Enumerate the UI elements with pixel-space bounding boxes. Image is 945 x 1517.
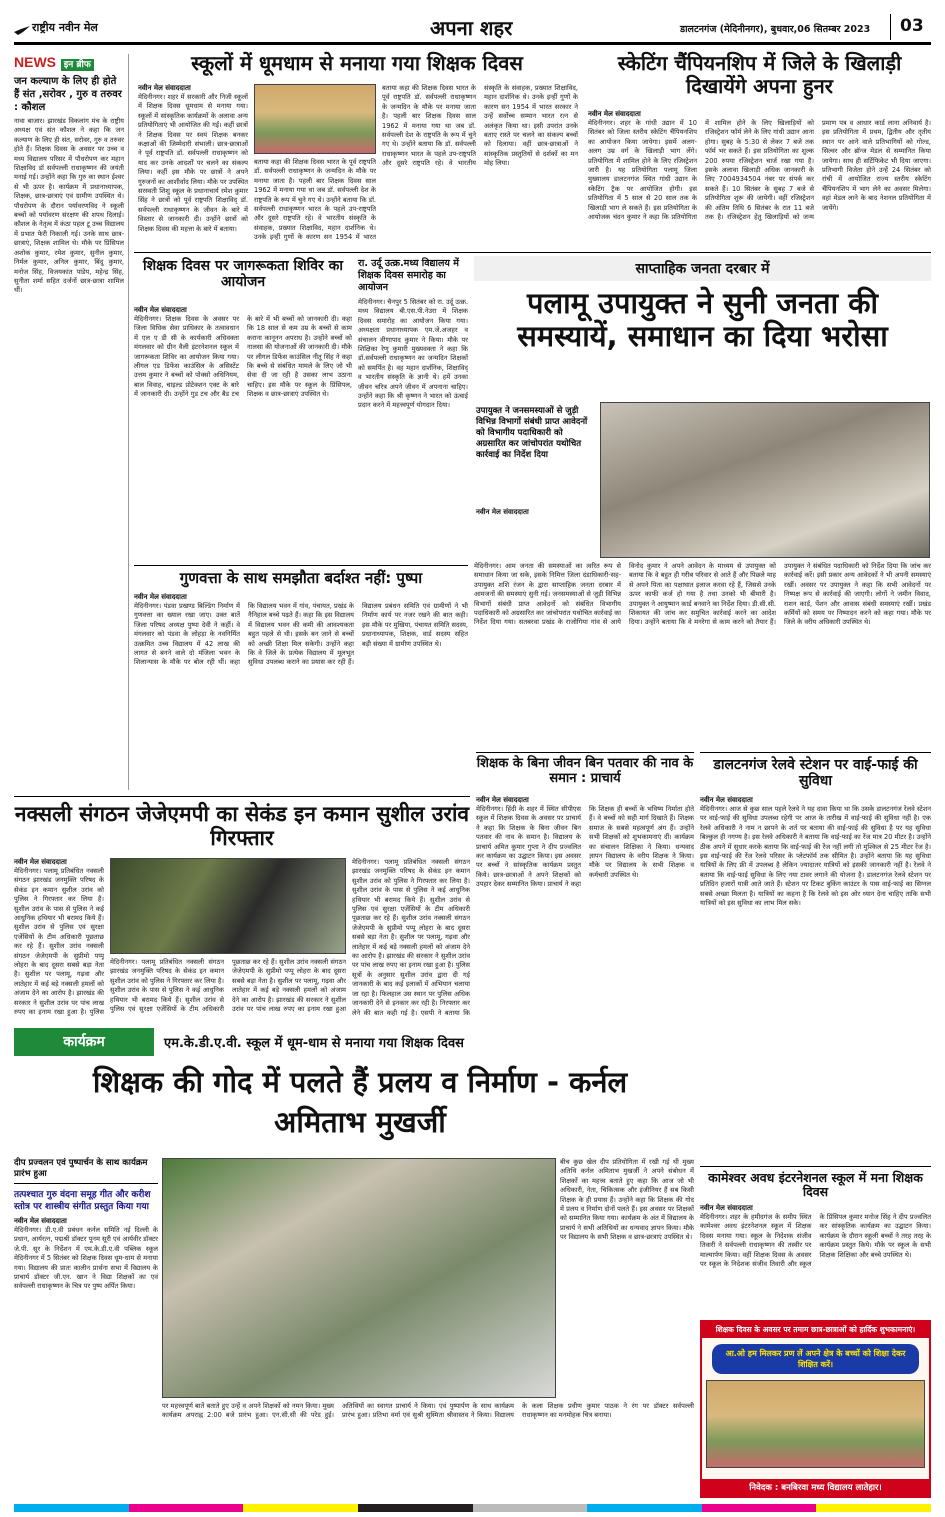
bird-logo-icon <box>14 21 30 31</box>
ad-photo <box>706 1380 925 1468</box>
color-swatch-magenta <box>129 1504 244 1512</box>
janta-darbar-body: मेदिनीनगर। आम जनता की समस्याओं का त्वरित रूप से समाधान किया जा सके, इसके निमित्त जिला दंडाधिकारी-सह- उपायुक्त शशि रंजन के द्वारा साप्ताहिक जनता दरबार में आमजनों की समस्याएं सुनी गई। जनसमस्याओं से जुड़ी विभिन्न विभागों संबंधी प्राप्त आवेदनों को संबंधित विभागीय पदाधिकारी को अग्रसारित कर जांचोपरांत यथोचित कार्रवाई का निर्देश दिया गया। सतबरवा प्रखंड के राजोगिया गांव से आये विनोद कुमार ने अपने आवेदन के माध्यम से उपायुक्त को बताया कि वे बहुत ही गरीब परिवार से आते हैं और पिछले माह से अपने पिता का पक्षाघात इलाज करवा रहे हैं, जिससे उनके ऊपर काफी कर्ज हो गया है तथा उनको भी बीमारी है। उपायुक्त ने आयुष्मान कार्ड बनवाने का निर्देश दिया। डी.सी.सी. शिकायत की जांच कर समुचित कार्रवाई करने का आदेश दिया। उन्होंने बताया कि वे मनरेगा से काम करने को तैयार हैं। उपायुक्त ने संबंधित पदाधिकारी को निर्देश दिया कि जांच कर कार्रवाई करें। इसी प्रकार अन्य आवेदकों ने भी अपनी समस्याएं रखीं। अवसर पर उपायुक्त ने कहा कि सभी आवेदनों पर निष्पक्ष रूप से कार्रवाई की जाएगी। लोगों ने जमीन विवाद, राशन कार्ड, पेंशन और आवास संबंधी समस्याएं रखीं। प्रखंड कर्मियों को समय पर निष्पादन करने को कहा गया। मौके पर जिले के वरीय अधिकारी उपस्थित थे। <box>474 562 931 627</box>
railway-body: मेदिनीनगर। आज से कुछ साल पहले रेलवे ने यह दावा किया था कि उसके डालटनगंज रेलवे स्टेशन पर वाई-फाई की सुविधा उपलब्ध रहेगी पर आज के तारीख में वाई-फाई की सुविधा नहीं है। एक रेलवे अधिकारी ने नाम न छापने के शर्त पर बताया की वाई-फाई की सुविधा है पर यह सुविधा बिल्कुल ही नगण्य है। इस रेलवे अधिकारी ने बताया कि वाई-फाई का रेंज मात्र 20 मीटर है। उन्होंने ठीक अपने में सुधार करके बताया कि वाई-फाई की रेंज नहीं लगी तो मुश्किल से 25 मीटर रेंज है। इस वाई-फाई की रेंज रेलवे परिसर के प्लेटफॉर्म तक सीमित है। उन्होंने बताया कि यह सुविधा यात्रियों के लिए फ्री में उपलब्ध है लेकिन ज्यादातर यात्रियों को इसकी जानकारी नहीं है। रेलवे ने बताया कि वाई-फाई सुविधा के लिए नया टावर लगाने की योजना है। डालटनगंज रेलवे स्टेशन पर प्रतिदिन हजारों यात्री आते जाते हैं। स्टेशन पर टिकट बुकिंग काउंटर के पास वाई-फाई का सिग्नल सबसे अच्छा मिलता है। यात्रियों का कहना है कि रेलवे को इस ओर ध्यान देना चाहिए ताकि सभी यात्रियों को इस सुविधा का लाभ मिल सके। <box>700 805 931 908</box>
article-teachers-day <box>134 52 580 247</box>
teachers-day-photo <box>254 84 376 154</box>
quality-headline: गुणवत्ता के साथ समझौता बर्दाश्त नहीं: पुष्पा <box>134 565 468 587</box>
section-divider-2 <box>14 796 470 797</box>
color-swatch-black <box>358 1504 473 1512</box>
masthead-rule <box>14 42 931 45</box>
legal-camp-byline: नवीन मेल संवाददाता <box>134 306 187 314</box>
urdu-school-body: मेदिनीनगर। चैनपुर 5 सितंबर को रा. उर्दू उत्क्र. मध्य विद्यालय बी.एस.पी.नेउरा में शिक्षक दिवस समारोह का आयोजन किया गया। अध्यक्षता प्रधानाध्यापक एम.जे.अजहर व संचालन वीणापाद कुमार ने किया। मौके पर शिक्षिका रेणु कुमारी मुख्यवक्ता ने कहा कि डॉ.सर्वपल्ली राधाकृष्णन का जन्मदिन शिक्षकों को समर्पित है। वह महान दार्शनिक, शिक्षाविद् व भारतीय संस्कृति के ज्ञानी थे। हमें उनका जीवन चरित्र अपने जीवन में अपनाना चाहिए। उन्होंने कहा कि श्री कृष्णन ने भारत को ऊंचाई प्रदान करने में महत्त्वपूर्ण योगदान दिया। <box>358 298 468 410</box>
kameshwar-byline: नवीन मेल संवाददाता <box>700 1204 753 1212</box>
kameshwar-headline: कामेश्वर अवध इंटरनेशनल स्कूल में मना शिक्षक दिवस <box>700 1166 931 1200</box>
quality-body: मेदिनीनगर। पंडवा प्रखण्ड बिल्डिंग निर्माण में गुणवत्ता का ख्याल रखा जाए। उक्त बातें जिला परिषद अध्यक्ष पुष्पा देवी ने कहीं। वे मंगलवार को पंडवा के लोहड़ा के नवनिर्मित उत्क्रमित उच्च विद्यालय में 42 लाख की लागत से बनने वाले दो मंजिला भवन के शिलान्यास के मौके पर बोल रही थीं। कहा कि विद्यालय भवन में गांव, पंचायत, प्रखंड के नैनिहाल बच्चे पढ़ते हैं। कहा कि इस विद्यालय में विद्यालय भवन की कमी की आवश्यकता बहुत पहले से थी। इसके बन जाने से बच्चों को अच्छी शिक्षा मिल सकेगी। उन्होंने कहा कि वे जिले के प्रत्येक विद्यालय में मूलभूत सुविधा उपलब्ध कराने का प्रयास कर रही हैं। विद्यालय प्रबंधन समिति एवं ग्रामीणों ने भी निर्माण कार्य पर नजर रखने की बात कही। इस मौके पर मुखिया, पंचायत समिति सदस्य, प्रधानाध्यापक, शिक्षक, वार्ड सदस्य सहित बड़ी संख्या में ग्रामीण उपस्थित थे। <box>134 602 468 667</box>
news-label: NEWS <box>14 54 56 70</box>
education-byline: नवीन मेल संवाददाता <box>476 796 529 804</box>
article-naxal <box>14 802 470 1020</box>
article-legal-camp <box>134 258 352 558</box>
naxal-body-b: मेदिनीनगर। पलामू प्रतिबंधित नक्सली संगठन झारखंड जनमुक्ति परिषद के सेकंड इन कमान सुशील उरांव को पुलिस ने गिरफ्तार कर लिया है। सुशील उरांव के पास से पुलिस ने कई आधुनिक हथियार भी बरामद किये हैं। सुशील उरांव से पुलिस एवं सुरक्षा एजेंसियों के टीम अधिकारी पूछताछ कर रहे हैं। सुशील उरांव नक्सली संगठन जेजेएमपी के सुप्रीमो पप्पू लोहरा के बाद दूसरा सबसे बड़ा नेता है। सुशील पर पलामू, गढ़वा और लातेहार में कई बड़े नक्सली हमलों को अंजाम देने का आरोप है। झारखंड की सरकार ने सुशील उरांव पर पांच लाख रुपए का इनाम रखा हुआ <box>110 958 346 1014</box>
education-headline: शिक्षक के बिना जीवन बिन पतवार की नाव के समान : प्राचार्य <box>476 752 694 787</box>
teachers-day-body-a: मेदिनीनगर। शहर में सरकारी और निजी स्कूलों में शिक्षक दिवस धूमधाम से मनाया गया। स्कूलों में सांस्कृतिक कार्यक्रमों के अलावा अन्य प्रतियोगिताएं भी आयोजित की गईं। कहीं छात्रों ने शिक्षक दिवस पर स्वयं शिक्षक बनकर कक्षाओं की जिम्मेदारी संभाली। छात्र-छात्राओं ने पूर्व राष्ट्रपति डॉ. सर्वपल्ली राधाकृष्णन को याद कर उनके आदर्शों पर चलने का संकल्प लिया। कहीं इस मौके पर छात्रों ने अपने गुरुजनों का आशीर्वाद लिया। मौके पर उपस्थित सरस्वती शिशु स्कूल के प्रधानाचार्य रमेश कुमार सिंह ने छात्रों को पूर्व राष्ट्रपति शिक्षाविद् डॉ. सर्वपल्ली राधाकृष्णन के जीवन के बारे में विस्तार से जानकारी दी। उन्होंने छात्रों को शिक्षक दिवस की महत्ता के बारे में बताया। <box>138 93 248 233</box>
karyakram-side-head-1: दीप प्रज्वलन एवं पुष्पार्चन के साथ कार्यक्रम प्रारंभ हुआ <box>14 1158 158 1184</box>
article-railway <box>700 752 931 1162</box>
news-brief-body: नावा बाजार। झारखंड विकलांग मंच के राष्ट्रीय अध्यक्ष एवं संत कौशल ने कहा कि जन कल्याण के लिए ही संत, सरोवर, गुरु व तरुवर होते हैं। शिक्षक दिवस के अवसर पर उच्च व मध्य विद्यालय परिसर में पौधरोपण कर महान शिक्षाविद डॉ सर्वपल्ली राधाकृष्णन की जयंती मनाई गई। उन्होंने कहा कि गुरु का स्थान ईश्वर से भी ऊपर है। कार्यक्रम में प्रधानाध्यापक, शिक्षक, छात्र-छात्राएं एवं ग्रामीण उपस्थित थे। पौधरोपण के दौरान पर्यावरणविद ने स्कूली बच्चों को पर्यावरण संरक्षण की शपथ दिलाई। कौशल के नेतृत्व में कंठा पहल टू उच्च विद्यालय में प्रभात फेरी निकाली गई। उनके साथ छात्र-छात्राएं, शिक्षक शामिल थे। मौके पर प्रिंसिपल अशोक कुमार, रमेश कुमार, सुनील कुमार, निर्मल कुमार, अनिल कुमार, बिंदु कुमार, मनोज सिंह, विजयकांत पांडेय, महेन्द्र सिंह, सुनीता शर्मा सहित दर्जनों छात्र-छात्रा शामिल थीं। <box>14 117 124 295</box>
ad-top-banner: शिक्षक दिवस के अवसर पर तमाम छात्र-छात्राओं को हार्दिक शुभकामनाएं। <box>702 1322 929 1338</box>
legal-camp-body: मेदिनीनगर। शिक्षक दिवस के अवसर पर जिला विधिक सेवा प्राधिकार के तत्वावधान में एल ए डी सी के कार्यकारी अधिवक्ता मंगलवार को ग्रीन वैली इंटरनेशनल स्कूल में जागरूकता शिविर का आयोजन किया गया। लीगल एड डिफेंस काउंसिल के असिस्टेंट उत्तम कुमार ने बच्चों को पोक्सो अधिनियम, बाल विवाह, चाइल्ड प्रोटेक्शन एक्ट के बारे में जानकारी दी। उन्होंने गुड टच और बैड टच के बारे में भी बच्चों को जानकारी दी। कहा कि 18 साल से कम उम्र के बच्चों से काम कराना कानूनन अपराध है। उन्होंने बच्चों को नालसा की योजनाओं की जानकारी दी। मौके पर लीगल डिफेंस काउंसिल नीतू सिंह ने कहा कि बच्चे से संबंधित मामले के लिए जो भी सेवा दी जा रही है उसका लाभ उठाना चाहिए। इस मौके पर स्कूल के प्रिंसिपल, शिक्षक व छात्र-छात्राएं उपस्थित थे। <box>134 315 352 399</box>
education-body: मेदिनीनगर। हिंदी के शहर में स्थित सीपीएस स्कूल में शिक्षक दिवस के अवसर पर प्राचार्य ने कहा कि शिक्षक के बिना जीवन बिन पतवार की नाव के समान है। विद्यालय के प्राचार्य अमित कुमार गुप्ता ने दीप प्रज्वलित कर कार्यक्रम का उद्घाटन किया। इस अवसर पर बच्चों ने सांस्कृतिक कार्यक्रम प्रस्तुत किये। छात्र-छात्राओं ने अपने शिक्षकों को उपहार देकर सम्मानित किया। प्राचार्य ने कहा कि शिक्षक ही बच्चों के भविष्य निर्माता होते हैं। वे बच्चों को सही मार्ग दिखाते हैं। शिक्षक समाज के सबसे महत्वपूर्ण अंग हैं। उन्होंने सभी शिक्षकों को शुभकामनाएं दीं। कार्यक्रम का संचालन शिक्षिका ने किया। धन्यवाद ज्ञापन विद्यालय के वरीय शिक्षक ने किया। मौके पर विद्यालय के सभी शिक्षक व कर्मचारी उपस्थित थे। <box>476 805 694 889</box>
teachers-day-headline: स्कूलों में धूमधाम से मनाया गया शिक्षक दिवस <box>191 51 523 75</box>
naxal-body-a: मेदिनीनगर। पलामू प्रतिबंधित नक्सली संगठन झारखंड जनमुक्ति परिषद के सेकंड इन कमान सुशील उरांव को पुलिस ने गिरफ्तार कर लिया है। सुशील उरांव के पास से पुलिस ने कई आधुनिक हथियार भी बरामद किये हैं। सुशील उरांव से पुलिस एवं सुरक्षा एजेंसियों के टीम अधिकारी पूछताछ कर रहे हैं। सुशील उरांव नक्सली संगठन जेजेएमपी के सुप्रीमो पप्पू लोहरा के बाद दूसरा सबसे बड़ा नेता है। सुशील पर पलामू, गढ़वा और लातेहार में कई बड़े नक्सली हमलों को अंजाम देने का आरोप है। झारखंड की सरकार ने सुशील उरांव पर पांच लाख रुपए का इनाम रखा हुआ है। पुलिस <box>14 867 104 1017</box>
karyakram-side <box>14 1158 158 1498</box>
legal-camp-headline: शिक्षक दिवस पर जागरूकता शिविर का आयोजन <box>142 258 344 291</box>
janta-darbar-kicker: साप्ताहिक जनता दरबार में <box>474 256 931 281</box>
skating-headline: स्केटिंग चैंपियनशिप में जिले के खिलाड़ी दिखायेंगे अपना हुनर <box>617 51 902 98</box>
color-registration-bar <box>14 1504 931 1512</box>
ad-box <box>700 1320 931 1498</box>
quality-byline: नवीन मेल संवाददाता <box>134 593 187 601</box>
news-brief-label <box>14 54 124 71</box>
teachers-day-byline: नवीन मेल संवाददाता <box>138 84 191 92</box>
railway-headline: डालटनगंज रेलवे स्टेशन पर वाई-फाई की सुविधा <box>700 752 931 789</box>
janta-darbar-photo <box>600 402 930 558</box>
ad-middle-banner: आ.ओ हम मिलकर प्रण लें अपने क्षेत्र के बच्चों को शिक्षा देकर शिक्षित करें। <box>712 1344 919 1374</box>
ad-bottom-banner: निवेदक : बनबिरवा मध्य विद्यालय लातेहार। <box>702 1479 929 1496</box>
dateline: डालटनगंज (मेदिनीनगर), बुधवार,06 सितम्बर 2023 <box>680 24 871 35</box>
brief-label: इन ब्रीफ <box>61 59 94 71</box>
paper-name: राष्ट्रीय नवीन मेल <box>32 21 98 34</box>
karyakram-headline: शिक्षक की गोद में पलते हैं प्रलय व निर्माण - कर्नल अमिताभ मुखर्जी <box>92 1065 628 1139</box>
skating-body: मेदिनीनगर। शहर के गांधी उद्यान में 10 सितंबर को जिला स्तरीय स्केटिंग चैंपियनशिप का आयोजन किया जायेगा। इसमें अलग-अलग उम्र वर्ग के खिलाड़ी भाग लेंगे। प्रतियोगिता में शामिल होने के लिए रजिस्ट्रेशन जारी है। यह प्रतियोगिता पलामू जिला मुख्यालय डालटनगंज स्थित गांधी उद्यान के स्केटिंग ट्रैक पर आयोजित होगी। इस प्रतियोगिता में 5 साल से 20 साल तक के खिलाड़ी भाग ले सकते हैं। इस प्रतियोगिता के आयोजक चंदन कुमार ने कहा कि प्रतियोगिता में शामिल होने के लिए खिलाड़ियों को रजिस्ट्रेशन फॉर्म लेने के लिए गांधी उद्यान आना होगा। सुबह के 5:30 से लेकर 7 बजे तक फॉर्म भर सकते हैं। इस प्रतियोगिता का शुल्क 200 रुपया रजिस्ट्रेशन चार्ज रखा गया है। इसके अलावा खिलाड़ी अधिक जानकारी के लिए 7004934504 नंबर पर संपर्क कर सकते हैं। 10 सितंबर के सुबह 7 बजे से प्रतियोगिता शुरू की जायेगी। वहीं रजिस्ट्रेशन की अंतिम तिथि 6 सितंबर के रात 11 बजे तक है। रजिस्ट्रेशन हेतु खिलाड़ियों को जन्म प्रमाण पत्र व आधार कार्ड लाना अनिवार्य है। इस प्रतियोगिता में प्रथम, द्वितीय और तृतीय स्थान पर आने वाले प्रतिभागियों को गोल्ड, सिल्वर और ब्रॉन्ज मेडल से सम्मानित किया जायेगा। साथ ही सर्टिफिकेट भी दिया जाएगा। प्रतिभागी विजेता होने उन्हें 24 सितंबर को रांची में आयोजित राज्य स्तरीय स्केटिंग चैंपियनशिप में भाग लेने का अवसर मिलेगा। वहां मेडल लाने के बाद नेशनल प्रतियोगिता में जायेंगे। <box>588 119 931 222</box>
karyakram-kicker: एम.के.डी.ए.वी. स्कूल में धूम-धाम से मनाया गया शिक्षक दिवस <box>164 1036 464 1051</box>
color-swatch-grey <box>473 1504 588 1512</box>
kameshwar-body: मेदिनीनगर। शहर के हमीदगंज के समीप स्थित कामेश्वर अवध इंटरनेशनल स्कूल में शिक्षक दिवस मनाया गया। स्कूल के निदेशक संजीव तिवारी ने सर्वपल्ली राधाकृष्णन की तस्वीर पर माल्यार्पण किया। वहीं शिक्षक दिवस के अवसर पर स्कूल के निदेशक संजीव तिवारी और स्कूल के प्रिंसिपल कुमार मनोज सिंह ने दीप प्रज्वलित कर सांस्कृतिक कार्यक्रम का उद्घाटन किया। कार्यक्रम के दौरान स्कूली बच्चों ने तरह तरह के कार्यक्रम प्रस्तुत किये। मौके पर स्कूल के सभी शिक्षक शिक्षिका और बच्चे उपस्थित थे। <box>700 1213 931 1269</box>
color-swatch-yellow-2 <box>816 1504 931 1512</box>
section-title: अपना शहर <box>430 16 513 40</box>
teachers-day-body-c: बताया कहा की शिक्षक दिवस भारत के पूर्व राष्ट्रपति डॉ. सर्वपल्ली राधाकृष्णन के जन्मदिन के मौके पर मनाया जाता है। पहली बार शिक्षक दिवस साल 1962 में मनाया गया था जब डॉ. सर्वपल्ली देश के राष्ट्रपति के रूप में चुने गए थे। उन्होंने बताया कि डॉ. सर्वपल्ली राधाकृष्णन भारत के पहले उप-राष्ट्रपति और दूसरे राष्ट्रपति रहे। वे भारतीय संस्कृति के संवाहक, प्रख्यात शिक्षाविद, महान दार्शनिक थे। उनके इन्हीं गुणों के कारण सन 1954 में भारत सरकार ने उन्हें सर्वोच्च सम्मान भारत रत्न से अलंकृत किया था। इसी उपरांत उनके बताए रास्ते पर चलने का संकल्प बच्चों को दिलाया। वहीं छात्र-छात्राओं ने सांस्कृतिक प्रस्तुतियों से दर्शकों का मन मोह लिया। <box>382 84 578 168</box>
article-education <box>476 752 694 1020</box>
color-swatch-cyan-2 <box>587 1504 702 1512</box>
karyakram-body-right: बीच कुछ खेल दीप प्रतियोगिता में रखी गई थी मुख्य अतिथि कर्नल अमिताभ मुखर्जी ने अपने संबोधन में शिक्षकों का महत्त्व बताते हुए कहा कि आज जो भी अधिकारी, नेता, चिकित्सक और इंजीनियर हैं सब किसी शिक्षक के ही प्रयास हैं। उन्होंने कहा कि शिक्षक की गोद में प्रलय व निर्माण दोनों पलते हैं। इस अवसर पर शिक्षकों को सम्मानित किया गया। कार्यक्रम के अंत में विद्यालय के प्राचार्य ने सभी अतिथियों का धन्यवाद ज्ञापन किया। मौके पर विद्यालय के सभी शिक्षक व छात्र-छात्राएं उपस्थित थे। <box>560 1158 694 1242</box>
masthead-divider <box>890 14 891 40</box>
article-kameshwar <box>700 1166 931 1316</box>
karyakram-photo <box>162 1158 556 1398</box>
teachers-day-body-b: बताया कहा की शिक्षक दिवस भारत के पूर्व राष्ट्रपति डॉ. सर्वपल्ली राधाकृष्णन के जन्मदिन के मौके पर मनाया जाता है। पहली बार शिक्षक दिवस साल 1962 में मनाया गया था जब डॉ. सर्वपल्ली देश के राष्ट्रपति के रूप में चुने गए थे। उन्होंने बताया कि डॉ. सर्वपल्ली राधाकृष्णन भारत के पहले उप-राष्ट्रपति और दूसरे राष्ट्रपति रहे। वे भारतीय संस्कृति के संवाहक, प्रख्यात शिक्षाविद, महान दार्शनिक थे। उनके इन्हीं गुणों के कारण सन 1954 में भारत <box>254 158 376 242</box>
article-janta-darbar <box>474 256 931 746</box>
karyakram-side-head-2: तत्पश्चात गुरु वंदना समूह गीत और करीश स्तोत्र पर शास्त्रीय संगीत प्रस्तुत किया गया <box>14 1190 151 1212</box>
article-quality <box>134 565 468 793</box>
urdu-school-headline: रा. उर्दू उत्क्र.मध्य विद्यालय में शिक्षक दिवस समारोह का आयोजन <box>358 258 459 293</box>
page-number: 03 <box>900 16 924 36</box>
janta-darbar-headline: पलामू उपायुक्त ने सुनी जनता की समस्यायें, समाधान का दिया भरोसा <box>517 286 888 354</box>
naxal-photo <box>110 858 346 954</box>
color-swatch-magenta-2 <box>702 1504 817 1512</box>
karyakram-byline: नवीन मेल संवाददाता <box>14 1217 67 1225</box>
section-divider-1 <box>134 252 931 253</box>
karyakram-body-bottom: पर महत्त्वपूर्ण बातें बताते हुए उन्हें व अपने शिक्षकों को नमन किया। मुख्य कार्यक्रम अपराह्न 2:00 बजे प्रारंभ हुआ। एन.सी.सी की परेड हुई। अतिथियों का स्वागत प्राचार्य ने किया। एवं पुष्पार्पण के साथ कार्यक्रम प्रारंभ हुआ। प्रतिभा वर्मा एवं सुश्री सुस्मिता श्रीवास्तव ने किया। विद्यालय के कला शिक्षक प्रवीण कुमार पाठक ने रंग पर डॉक्टर सर्वपल्ली राधाकृष्णन का मनमोहक चित्र बनाया। <box>162 1402 694 1420</box>
color-swatch-cyan <box>14 1504 129 1512</box>
karyakram-body-left: मेदिनीनगर। डी.ए.वी प्रबंधन कर्नल समिति नई दिल्ली के प्रधान, आर्यरत्न, पद्मश्री डॉक्टर पूनम सूरी एवं आर्यवीर डॉक्टर जे.पी. सूर के निर्देशन में एम.के.डी.ए.वी पब्लिक स्कूल मेदिनीनगर में 5 सितंबर को शिक्षक दिवस धूम-धाम से मनाया गया। विद्यालय की प्रातः कालीन प्रार्थना सभा में विद्यालय के प्राचार्य डॉक्टर जी.एन. खान ने विद्या शिक्षकों का एवं सर्वपल्ली राधाकृष्णन के चित्र पर पुष्प अर्पित किया। <box>14 1226 158 1291</box>
janta-darbar-byline: नवीन मेल संवाददाता <box>476 508 529 516</box>
naxal-body-c: मेदिनीनगर। पलामू प्रतिबंधित नक्सली संगठन झारखंड जनमुक्ति परिषद के सेकंड इन कमान सुशील उरांव को पुलिस ने गिरफ्तार कर लिया है। सुशील उरांव के पास से पुलिस ने कई आधुनिक हथियार भी बरामद किये हैं। सुशील उरांव से पुलिस एवं सुरक्षा एजेंसियों के टीम अधिकारी पूछताछ कर रहे हैं। सुशील उरांव नक्सली संगठन जेजेएमपी के सुप्रीमो पप्पू लोहरा के बाद दूसरा सबसे बड़ा नेता है। सुशील पर पलामू, गढ़वा और लातेहार में कई बड़े नक्सली हमलों को अंजाम देने का आरोप है। झारखंड की सरकार ने सुशील उरांव पर पांच लाख रुपए का इनाम रखा हुआ है। पुलिस सूत्रों के अनुसार सुशील उरांव द्वारा दी गई जानकारी के बाद कई इलाकों में अभियान चलाया जा रहा है। फिलहाल उस स्थान पर पुलिस अधिक जानकारी देने से इनकार कर रही है। निरफ्तार कर लेने की बात कही गई है। एसपी ने बताया कि <box>352 858 470 1016</box>
news-brief-headline: जन कल्याण के लिए ही होते हैं संत ,सरोवर , गुरु व तरुवर : कौशल <box>14 76 122 113</box>
masthead <box>14 8 931 46</box>
news-brief <box>14 54 129 790</box>
railway-byline: नवीन मेल संवाददाता <box>700 796 753 804</box>
janta-darbar-subhead: उपायुक्त ने जनसमस्याओं से जुड़ी विभिन्न विभागों संबंधी प्राप्त आवेदनों को विभागीय पदाधिकारी को अग्रसारित कर जांचोपरांत यथोचित कार्रवाई का निर्देश दिया <box>476 406 588 460</box>
article-skating <box>588 52 931 247</box>
article-urdu-school <box>358 258 468 558</box>
karyakram-banner <box>14 1028 694 1056</box>
color-swatch-yellow <box>243 1504 358 1512</box>
naxal-byline: नवीन मेल संवाददाता <box>14 858 67 866</box>
karyakram-label: कार्यक्रम <box>14 1028 154 1056</box>
skating-byline: नवीन मेल संवाददाता <box>588 110 641 118</box>
naxal-headline: नक्सली संगठन जेजेएमपी का सेकंड इन कमान सुशील उरांव गिरफ्तार <box>14 802 470 851</box>
